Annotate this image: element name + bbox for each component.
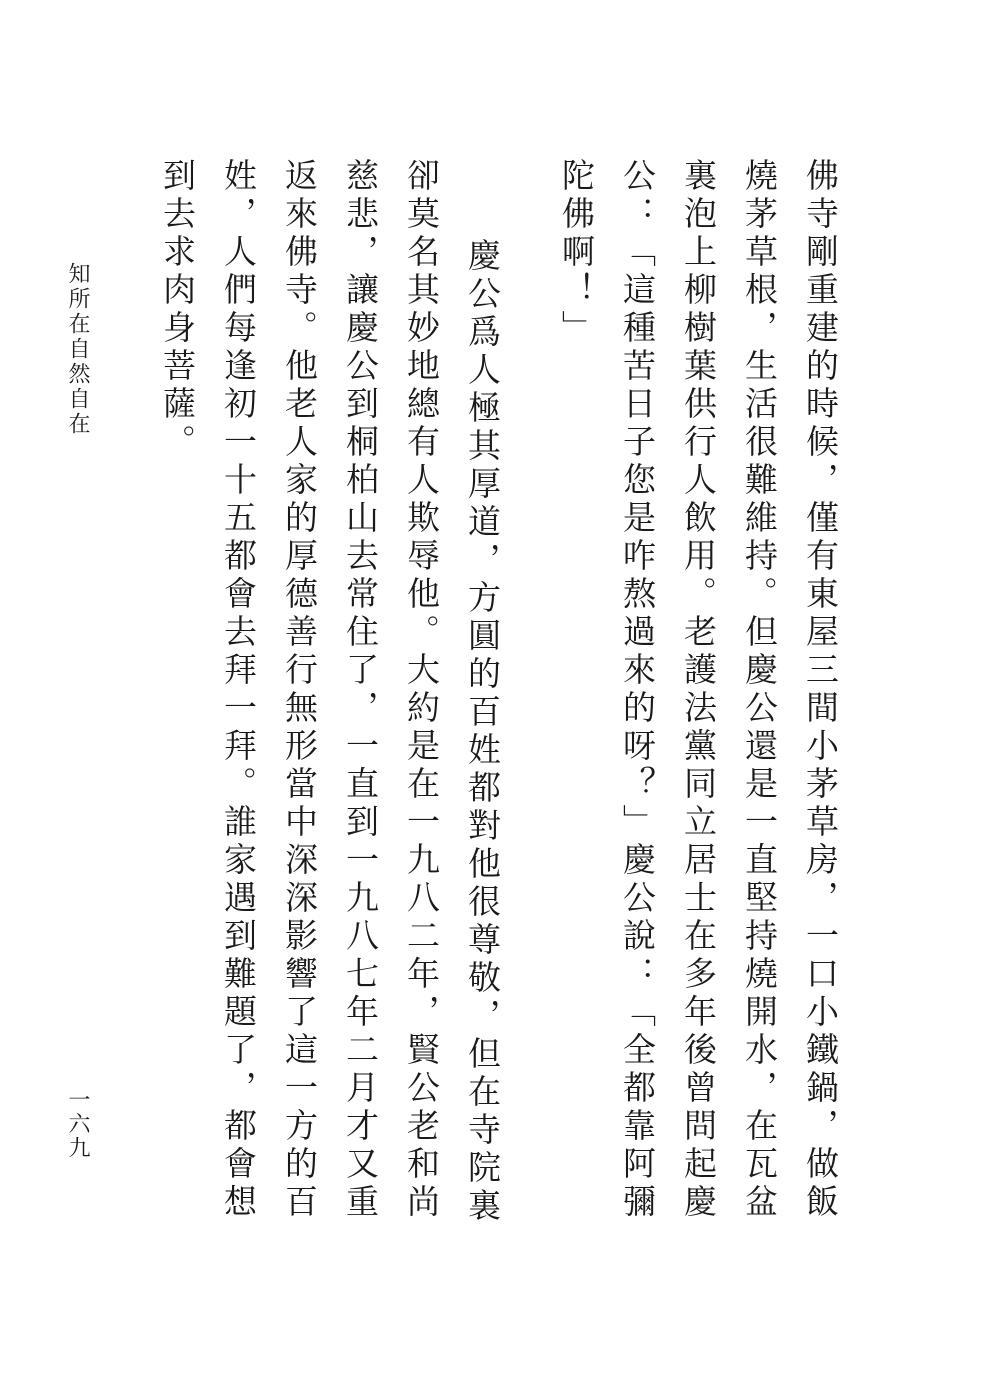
- text-column-1: 佛寺剛重建的時候，僅有東屋三間小茅草房，一口小鐵鍋，做飯: [801, 158, 840, 1222]
- text-column-5: 陀佛啊！」: [557, 158, 596, 348]
- text-column-7: 卻莫名其妙地總有人欺辱他。大約是在一九八二年，賢公老和尚: [402, 158, 441, 1222]
- text-column-11: 到去求肉身菩薩。: [158, 158, 197, 462]
- text-column-3: 裏泡上柳樹葉供行人飲用。老護法黨同立居士在多年後曾問起慶: [679, 158, 718, 1222]
- text-column-9: 返來佛寺。他老人家的厚德善行無形當中深深影響了這一方的百: [280, 158, 319, 1222]
- text-column-2: 燒茅草根，生活很難維持。但慶公還是一直堅持燒開水，在瓦盆: [740, 158, 779, 1222]
- page-number: 一六九: [65, 1088, 90, 1160]
- running-head: 知所在自然自在: [65, 262, 90, 437]
- text-column-6: 慶公爲人極其厚道，方圓的百姓都對他很尊敬，但在寺院裏: [463, 238, 502, 1226]
- text-column-10: 姓，人們每逢初一十五都會去拜一拜。誰家遇到難題了，都會想: [219, 158, 258, 1222]
- text-column-4: 公：「這種苦日子您是咋熬過來的呀？」慶公說：「全都靠阿彌: [618, 158, 657, 1222]
- text-column-8: 慈悲，讓慶公到桐柏山去常住了，一直到一九八七年二月才又重: [341, 158, 380, 1222]
